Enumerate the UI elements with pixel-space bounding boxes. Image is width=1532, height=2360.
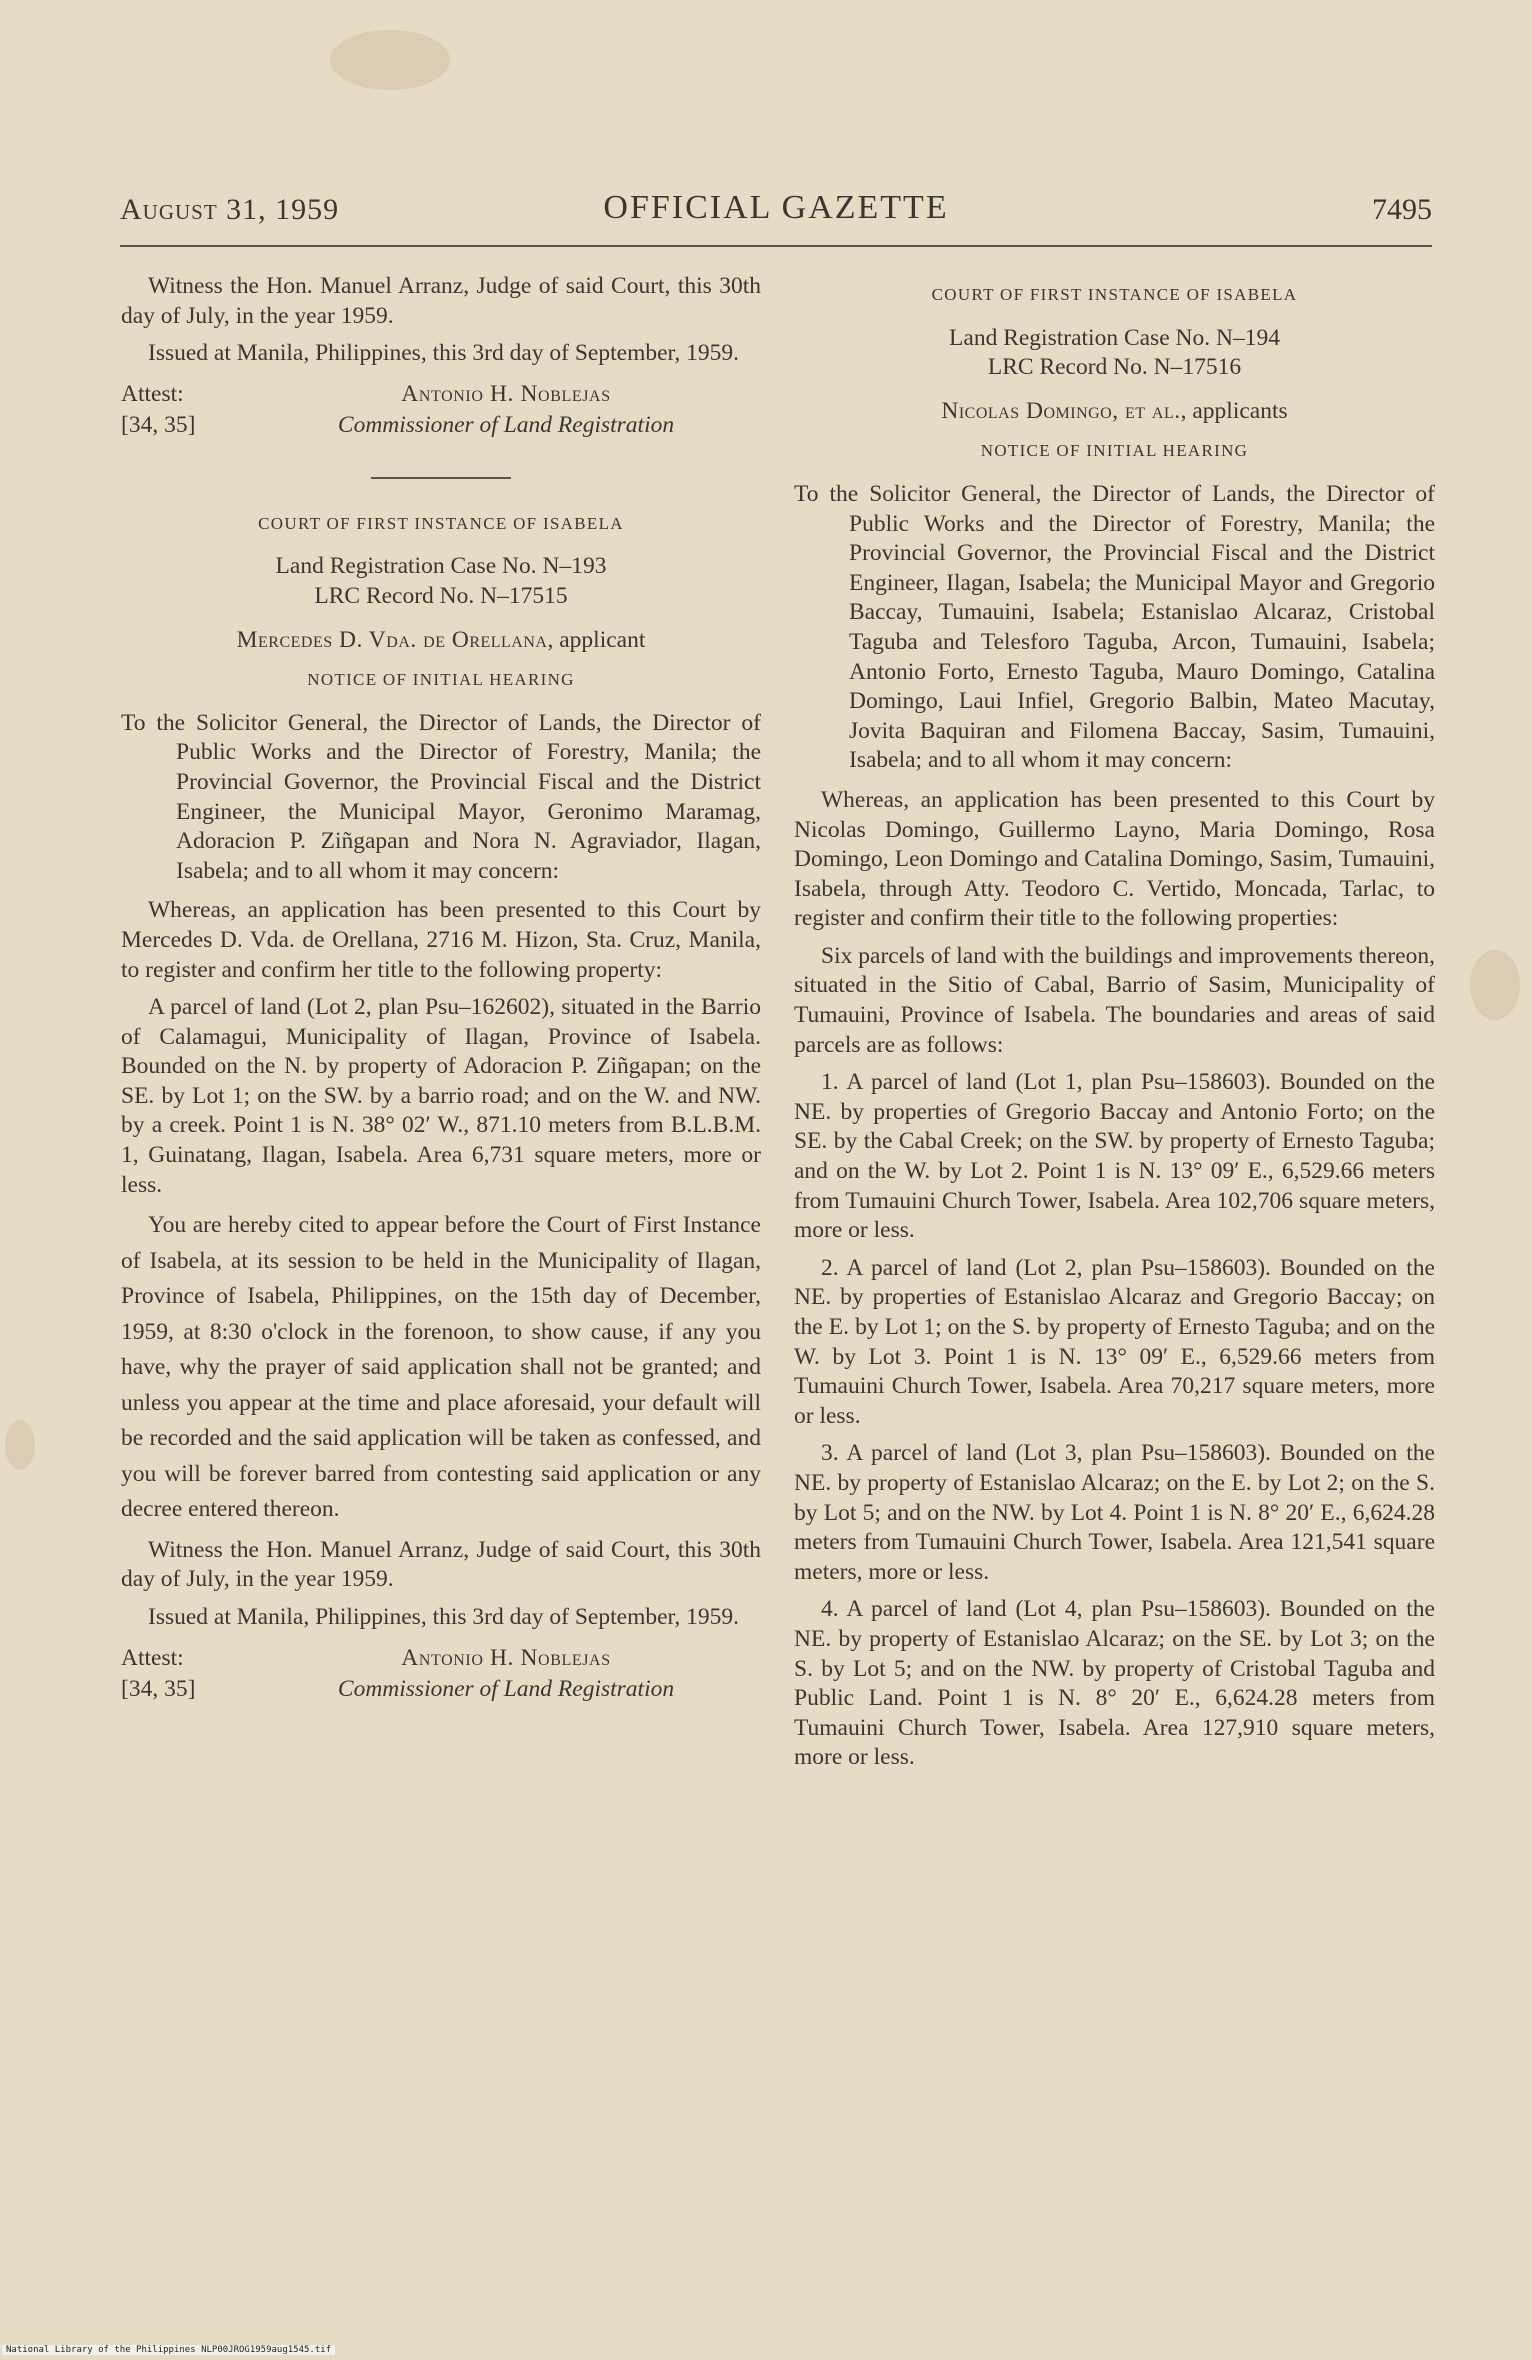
attest-ref: [34, 35] [121, 1675, 196, 1702]
commissioner-name: Antonio H. Noblejas [401, 1644, 611, 1671]
witness-paragraph: Witness the Hon. Manuel Arranz, Judge of said Court, this 30th day of July, in the year 1959. [121, 273, 761, 329]
lrc-record: LRC Record No. N–17515 [314, 582, 568, 609]
court-heading: COURT OF FIRST INSTANCE OF ISABELA [931, 285, 1298, 304]
whereas-paragraph: Whereas, an application has been presented to this Court by Nicolas Domingo, Guillermo Layno, Maria Domingo, Rosa Domingo, Leon Domingo and Catalina Domingo, Sasim, Tumauini, Isabela, through Atty. Teodoro C. Vertido, Moncada, Tarlac, to register and confirm their title to the following properties: [794, 786, 1435, 932]
parcel-paragraph: 1. A parcel of land (Lot 1, plan Psu–158603). Bounded on the NE. by properties of Gregorio Baccay and Antonio Forto; on the SE. by the Cabal Creek; on the SW. by property of Ernesto Taguba; and on the W. by Lot 2. Point 1 is N. 13° 09′ E., 6,529.66 meters from Tumauini Church Tower, Isabela. Area 102,706 square meters, more or less. [794, 1069, 1435, 1244]
attest-ref: [34, 35] [121, 411, 196, 438]
applicant-name: Mercedes D. Vda. de Orellana [236, 626, 548, 653]
issued-paragraph: Issued at Manila, Philippines, this 3rd day of September, 1959. [148, 340, 740, 367]
left-column [121, 272, 761, 1705]
section-divider [371, 477, 511, 479]
issue-date: August 31, 1959 [120, 193, 340, 226]
scan-footer: National Library of the Philippines NLP00JROG1959aug1545.tif [2, 2345, 335, 2355]
cited-paragraph: You are hereby cited to appear before the Court of First Instance of Isabela, at its session to be held in the Municipality of Ilagan, Province of Isabela, Philippines, on the 15th day of December, 1959, at 8:30 o'clock in the forenoon, to show cause, if any you have, why the prayer of said application shall not be granted; and unless you appear at the time and place aforesaid, your default will be recorded and the said application will be taken as confessed, and you will be forever barred from contesting said application or any decree entered thereon. [121, 1212, 761, 1523]
paper-stain [1470, 950, 1520, 1020]
notice-heading: NOTICE OF INITIAL HEARING [307, 670, 575, 690]
commissioner-role: Commissioner of Land Registration [337, 411, 675, 438]
commissioner-role: Commissioner of Land Registration [337, 1675, 675, 1702]
parcel-paragraph: A parcel of land (Lot 2, plan Psu–162602), situated in the Barrio of Calamagui, Municipality of Ilagan, Province of Isabela. Bounded on the N. by property of Adoracion P. Ziñgapan; on the SE. by Lot 1; on the SW. by a barrio road; and on the W. and NW. by a creek. Point 1 is N. 38° 02′ W., 871.10 meters from B.L.B.M. 1, Guinatang, Ilagan, Isabela. Area 6,731 square meters, more or less. [121, 994, 761, 1198]
page-number: 7495 [1372, 193, 1432, 226]
address-paragraph: To the Solicitor General, the Director of Lands, the Director of Public Works and the Director of Forestry, Manila; the Provincial Governor, the Provincial Fiscal and the District Engineer, the Municipal Mayor, Geronimo Maramag, Adoracion P. Ziñgapan and Nora N. Agraviador, Ilagan, Isabela; and to all whom it may concern: [121, 709, 761, 884]
applicant-line [121, 626, 761, 656]
applicant-suffix: , applicant [547, 626, 646, 653]
whereas-paragraph: Whereas, an application has been presented to this Court by Mercedes D. Vda. de Orellana, 2716 M. Hizon, Sta. Cruz, Manila, to register and confirm her title to the following property: [121, 897, 761, 983]
commissioner-name: Antonio H. Noblejas [401, 380, 611, 407]
case-number: Land Registration Case No. N–194 [949, 324, 1280, 351]
case-number: Land Registration Case No. N–193 [275, 553, 607, 580]
right-column [794, 272, 1435, 1781]
publication-title: OFFICIAL GAZETTE [603, 189, 949, 226]
attestation-block [121, 379, 761, 441]
applicant-suffix: , applicants [1180, 397, 1288, 424]
attestation-block [121, 1643, 761, 1705]
lrc-record: LRC Record No. N–17516 [987, 354, 1242, 381]
witness-paragraph: Witness the Hon. Manuel Arranz, Judge of said Court, this 30th day of July, in the year 1959. [121, 1536, 761, 1593]
header-rule [120, 245, 1432, 247]
court-heading: COURT OF FIRST INSTANCE OF ISABELA [258, 513, 624, 533]
paper-stain [330, 30, 450, 90]
address-paragraph: To the Solicitor General, the Director of Lands, the Director of Public Works and the Director of Forestry, Manila; the Provincial Governor, the Provincial Fiscal and the District Engineer, Ilagan, Isabela; the Municipal Mayor and Gregorio Baccay, Tumauini, Isabela; Estanislao Alcaraz, Cristobal Taguba and Telesforo Taguba, Arcon, Tumauini, Isabela; Antonio Forto, Ernesto Taguba, Mauro Domingo, Catalina Domingo, Laui Infiel, Gregorio Balbin, Mateo Macutay, Jovita Baquiran and Filomena Baccay, Sasim, Tumauini, Isabela; and to all whom it may concern: [794, 480, 1435, 774]
six-parcels-paragraph: Six parcels of land with the buildings and improvements thereon, situated in the Sitio of Cabal, Barrio of Sasim, Municipality of Tumauini, Province of Isabela. The boundaries and areas of said parcels are as follows: [794, 942, 1435, 1058]
applicant-line [794, 397, 1435, 427]
page-header [120, 185, 1432, 235]
parcel-paragraph: 3. A parcel of land (Lot 3, plan Psu–158603). Bounded on the NE. by property of Estanislao Alcaraz; on the E. by Lot 2; on the S. by Lot 5; and on the NW. by Lot 4. Point 1 is N. 8° 20′ E., 6,624.28 meters from Tumauini Church Tower, Isabela. Area 121,541 square meters, more or less. [794, 1440, 1435, 1585]
attest-label: Attest: [121, 1644, 184, 1671]
paper-stain [5, 1420, 35, 1470]
issued-paragraph: Issued at Manila, Philippines, this 3rd day of September, 1959. [148, 1603, 740, 1630]
notice-heading: NOTICE OF INITIAL HEARING [980, 441, 1249, 461]
parcel-paragraph: 4. A parcel of land (Lot 4, plan Psu–158603). Bounded on the NE. by property of Estanislao Alcaraz; on the SE. by Lot 3; on the S. by Lot 5; and on the NW. by property of Cristobal Taguba and Public Land. Point 1 is N. 8° 20′ E., 6,624.28 meters from Tumauini Church Tower, Isabela. Area 127,910 square meters, more or less. [794, 1596, 1435, 1771]
applicant-name: Nicolas Domingo, et al. [941, 397, 1181, 424]
parcel-paragraph: 2. A parcel of land (Lot 2, plan Psu–158603). Bounded on the NE. by properties of Estanislao Alcaraz and Gregorio Baccay; on the E. by Lot 1; on the S. by property of Ernesto Taguba; and on the W. by Lot 3. Point 1 is N. 13° 09′ E., 6,529.66 meters from Tumauini Church Tower, Isabela. Area 70,217 square meters, more or less. [794, 1254, 1435, 1429]
attest-label: Attest: [121, 380, 184, 407]
